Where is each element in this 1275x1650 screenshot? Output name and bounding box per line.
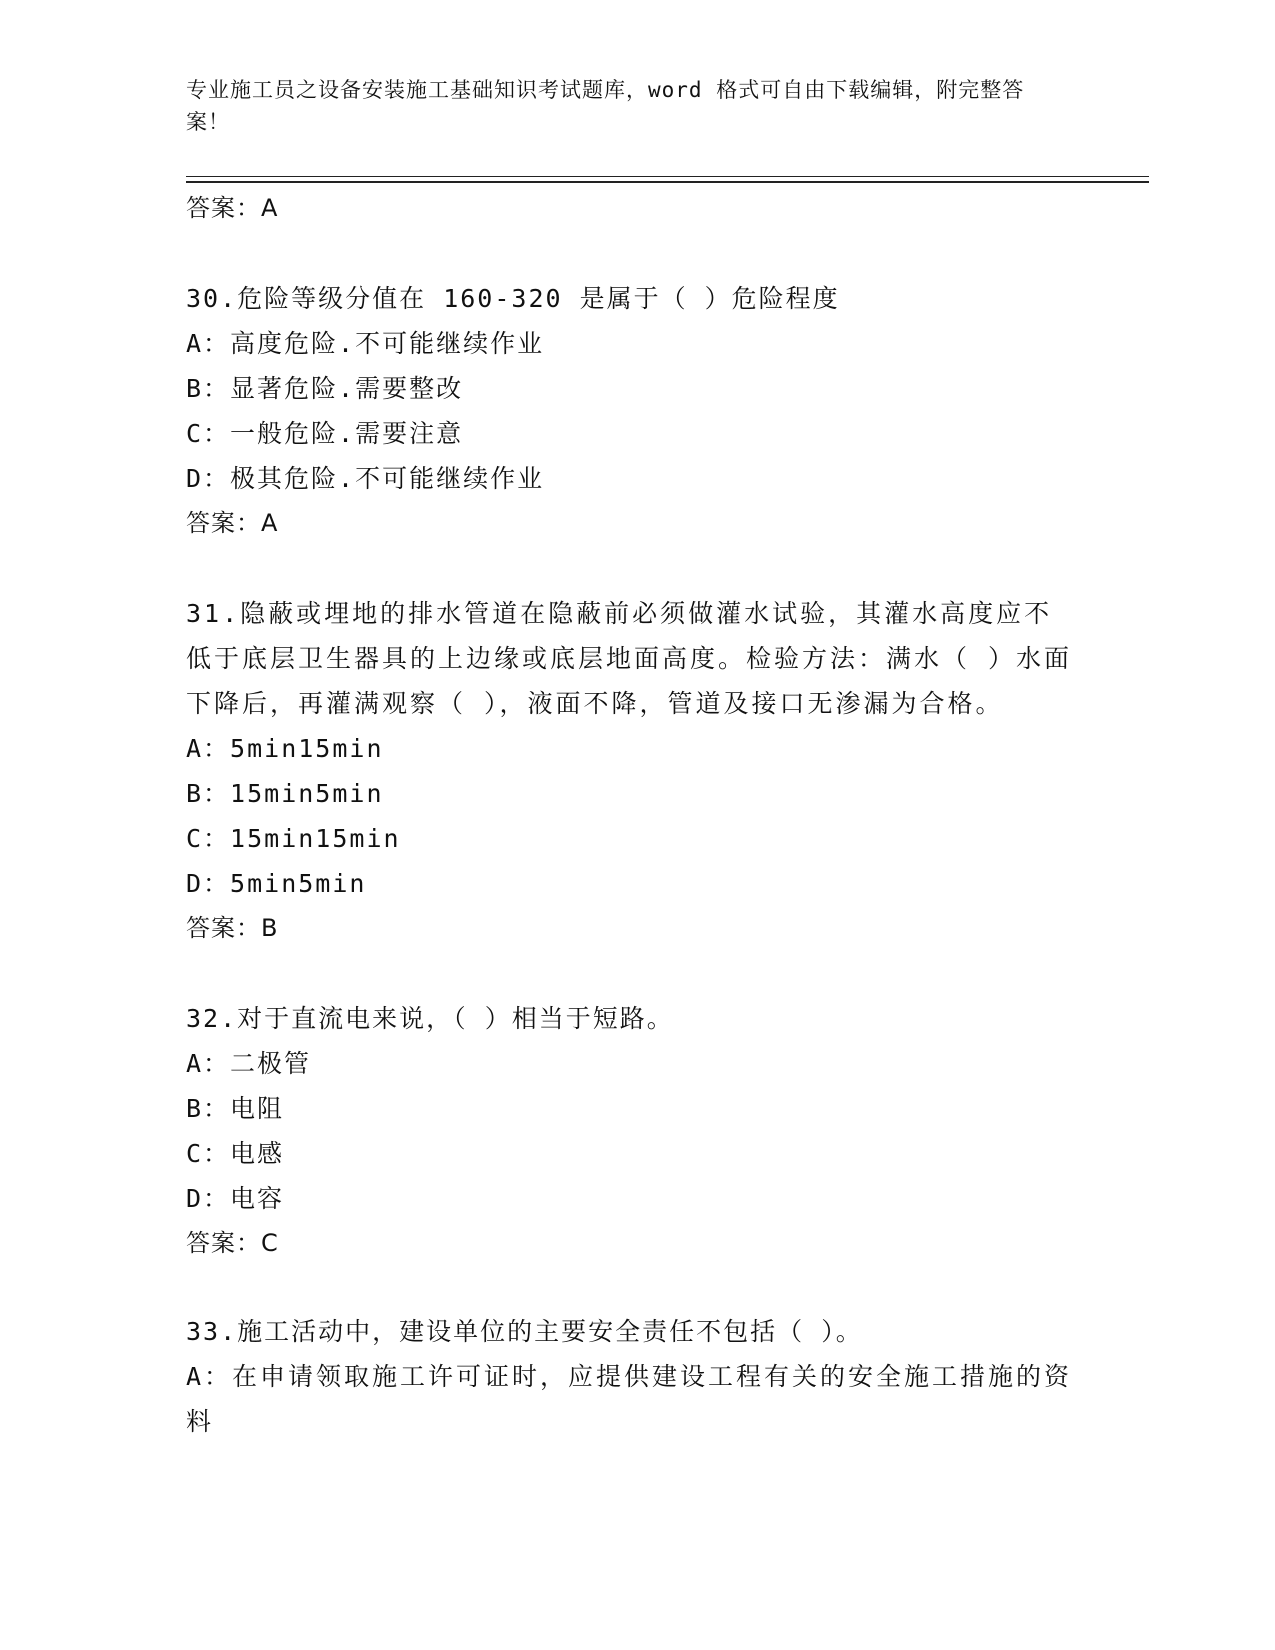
- spacer: [186, 1266, 1076, 1309]
- question-32-answer: 答案：C: [186, 1229, 279, 1257]
- question-30-answer: 答案：A: [186, 509, 279, 537]
- question-31-option-b: B：15min5min: [186, 779, 384, 808]
- question-32-option-d: D：电容: [186, 1184, 285, 1213]
- question-content: [186, 186, 1076, 1444]
- spacer: [186, 951, 1076, 996]
- question-30-option-b: B：显著危险.需要整改: [186, 374, 464, 403]
- question-33-option-a: A：在申请领取施工许可证时，应提供建设工程有关的安全施工措施的资料: [186, 1362, 1073, 1436]
- answer-29: 答案：A: [186, 194, 279, 222]
- question-32-option-c: C：电感: [186, 1139, 285, 1168]
- question-32-option-a: A：二极管: [186, 1049, 312, 1078]
- spacer: [186, 231, 1076, 276]
- question-31-option-c: C：15min15min: [186, 824, 401, 853]
- question-32-option-b: B：电阻: [186, 1094, 285, 1123]
- question-33-text: 33.施工活动中，建设单位的主要安全责任不包括（ ）。: [186, 1317, 863, 1346]
- question-30-text: 30.危险等级分值在 160-320 是属于（ ）危险程度: [186, 284, 840, 313]
- question-30-option-d: D：极其危险.不可能继续作业: [186, 464, 545, 493]
- question-31-text: 31.隐蔽或埋地的排水管道在隐蔽前必须做灌水试验，其灌水高度应不低于底层卫生器具的上边缘或底层地面高度。检验方法：满水（ ）水面下降后，再灌满观察（ ），液面不降，管道及接口无渗漏为合格。: [186, 599, 1073, 718]
- document-header: 专业施工员之设备安装施工基础知识考试题库，word 格式可自由下载编辑，附完整答案！: [186, 78, 1025, 134]
- question-31-option-d: D：5min5min: [186, 869, 367, 898]
- header-divider-thick: [186, 181, 1149, 183]
- question-32-text: 32.对于直流电来说，（ ）相当于短路。: [186, 1004, 674, 1033]
- question-30-option-c: C：一般危险.需要注意: [186, 419, 464, 448]
- question-31-answer: 答案：B: [186, 914, 279, 942]
- header-divider-thin: [186, 176, 1149, 177]
- spacer: [186, 546, 1076, 591]
- question-30-option-a: A：高度危险.不可能继续作业: [186, 329, 545, 358]
- question-31-option-a: A：5min15min: [186, 734, 384, 763]
